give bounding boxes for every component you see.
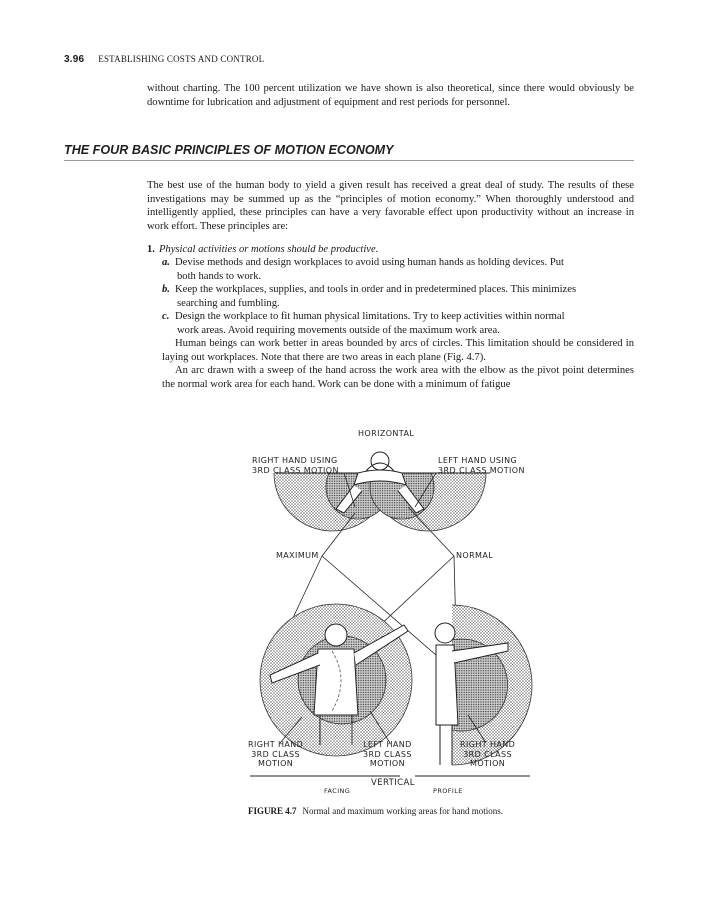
label-line: 3RD CLASS [251,749,300,759]
running-head-title: ESTABLISHING COSTS AND CONTROL [98,54,265,64]
section-paragraph: The best use of the human body to yield a given result has received a great deal of study. The results of these investigations may be summed up as the “principles of motion economy.” When thoroughly understood and intelligently applied, these principles can have a very favorable effect upon productivity without an increase in work effort. These principles are: [147,180,634,232]
intro-paragraph: without charting. The 100 percent utilization we have shown is also theoretical, since there would obviously be downtime for lubrication and adjustment of equipment and rest periods for personnel. [147,83,634,108]
paragraph-arc: An arc drawn with a sweep of the hand across the work area with the elbow as the pivot point determines the normal work area for each hand. Work can be done with a minimum of fatigue [162,365,634,390]
label-left-hand-using [438,456,525,475]
label-normal: NORMAL [456,551,494,560]
label-horizontal: HORIZONTAL [358,429,415,438]
caption-text: Normal and maximum working areas for hand motions. [302,806,503,816]
figure-caption [248,806,503,816]
running-head [64,54,264,65]
principle-heading [147,243,634,257]
item-line: Keep the workplaces, supplies, and tools in order and in predetermined places. This minimizes [175,284,577,295]
label-line: 3RD CLASS MOTION [252,465,339,475]
label-right-hand-facing [248,740,303,769]
label-right-hand-using [252,456,339,475]
label-right-hand-profile [460,740,515,769]
principle-item-c [162,310,634,337]
label-left-hand-facing [363,740,412,769]
item-letter: a. [162,257,170,268]
item-line-continued: work areas. Avoid requiring movements outside of the maximum work area. [177,324,500,336]
label-line: MOTION [369,759,405,768]
label-line: 3RD CLASS [463,749,512,759]
label-line: RIGHT HAND [460,740,516,749]
label-line: 3RD CLASS [363,749,412,759]
section-title: THE FOUR BASIC PRINCIPLES OF MOTION ECONOMY [64,143,634,161]
figure-4-7 [240,425,540,799]
label-facing: FACING [324,787,351,795]
page-number: 3.96 [64,54,85,65]
label-line: LEFT HAND [363,740,412,749]
label-profile: PROFILE [433,787,463,795]
label-line: 3RD CLASS MOTION [438,465,525,475]
label-line: MOTION [258,759,294,768]
item-line-continued: searching and fumbling. [177,297,280,309]
horizontal-plan [274,425,490,531]
principle-title: Physical activities or motions should be productive. [158,244,379,255]
principle-number: 1. [147,244,155,255]
label-line: RIGHT HAND USING [252,456,338,465]
item-line-continued: both hands to work. [177,270,262,282]
caption-number: FIGURE 4.7 [248,806,297,816]
label-vertical: VERTICAL [371,778,415,788]
label-line: RIGHT HAND [248,740,304,749]
vertical-facing [260,604,412,756]
item-letter: b. [162,284,170,295]
item-line: Devise methods and design workplaces to avoid using human hands as holding devices. Put [175,257,564,268]
label-line: MOTION [470,759,506,768]
paragraph-human-beings: Human beings can work better in areas bounded by arcs of circles. This limitation should be considered in laying out workplaces. Note that there are two areas in each plane (Fig. 4.7). [162,338,634,363]
principle-item-a [162,256,634,283]
item-line: Design the workplace to fit human physical limitations. Try to keep activities within normal [175,311,565,322]
label-maximum: MAXIMUM [276,551,319,560]
label-line: LEFT HAND USING [438,456,518,465]
principle-item-b [162,283,634,310]
item-letter: c. [162,311,170,322]
